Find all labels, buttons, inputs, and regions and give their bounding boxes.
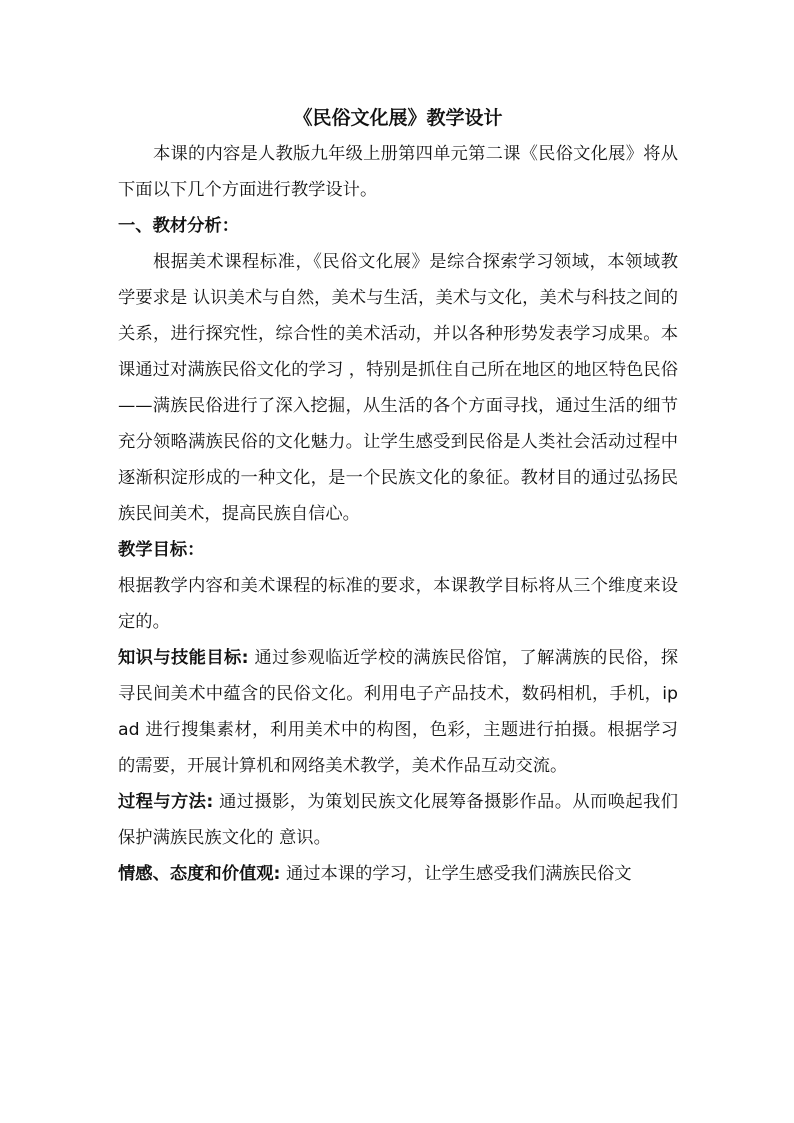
goal-process-methods-label: 过程与方法:	[118, 792, 214, 812]
teaching-goals-paragraph: 根据教学内容和美术课程的标准的要求，本课教学目标将从三个维度来设定的。	[118, 576, 678, 632]
document-title: 《民俗文化展》教学设计	[293, 107, 503, 129]
section-heading-teaching-goals: 教学目标：	[118, 540, 205, 560]
goal-emotion-values-label: 情感、态度和价值观:	[118, 864, 281, 884]
goal-knowledge-skills	[118, 640, 678, 784]
intro-paragraph: 本课的内容是人教版九年级上册第四单元第二课《民俗文化展》将从下面以下几个方面进行教学设计。	[118, 144, 678, 200]
goal-process-methods-text: 通过摄影，为策划民族文化展筹备摄影作品。从而唤起我们保护满族民族文化的 意识。	[118, 792, 678, 848]
section-heading-textbook-analysis: 一、教材分析：	[118, 216, 239, 236]
goal-process-methods	[118, 784, 678, 856]
goal-knowledge-skills-text: 通过参观临近学校的满族民俗馆，了解满族的民俗，探寻民间美术中蕴含的民俗文化。利用电子产品技术，数码相机，手机，ipad 进行搜集素材，利用美术中的构图，色彩，主题进行拍摄。根据学习的需要，开展计算机和网络美术教学，美术作品互动交流。	[118, 648, 678, 776]
document-page	[118, 100, 678, 892]
goal-emotion-values	[118, 856, 678, 892]
goal-emotion-values-text: 通过本课的学习，让学生感受我们满族民俗文	[280, 864, 632, 884]
textbook-analysis-paragraph: 根据美术课程标准，《民俗文化展》是综合探索学习领域，本领域教学要求是 认识美术与自然，美术与生活，美术与文化，美术与科技之间的关系，进行探究性，综合性的美术活动，并以各种形势发表学习成果。本课通过对满族民俗文化的学习 ，特别是抓住自己所在地区的地区特色民俗——满族民俗进行了深入挖掘，从生活的各个方面寻找，通过生活的细节充分领略满族民俗的文化魅力。让学生感受到民俗是人类社会活动过程中逐渐积淀形成的一种文化，是一个民族文化的象征。教材目的通过弘扬民族民间美术，提高民族自信心。	[118, 252, 678, 524]
goal-knowledge-skills-label: 知识与技能目标:	[118, 648, 249, 668]
